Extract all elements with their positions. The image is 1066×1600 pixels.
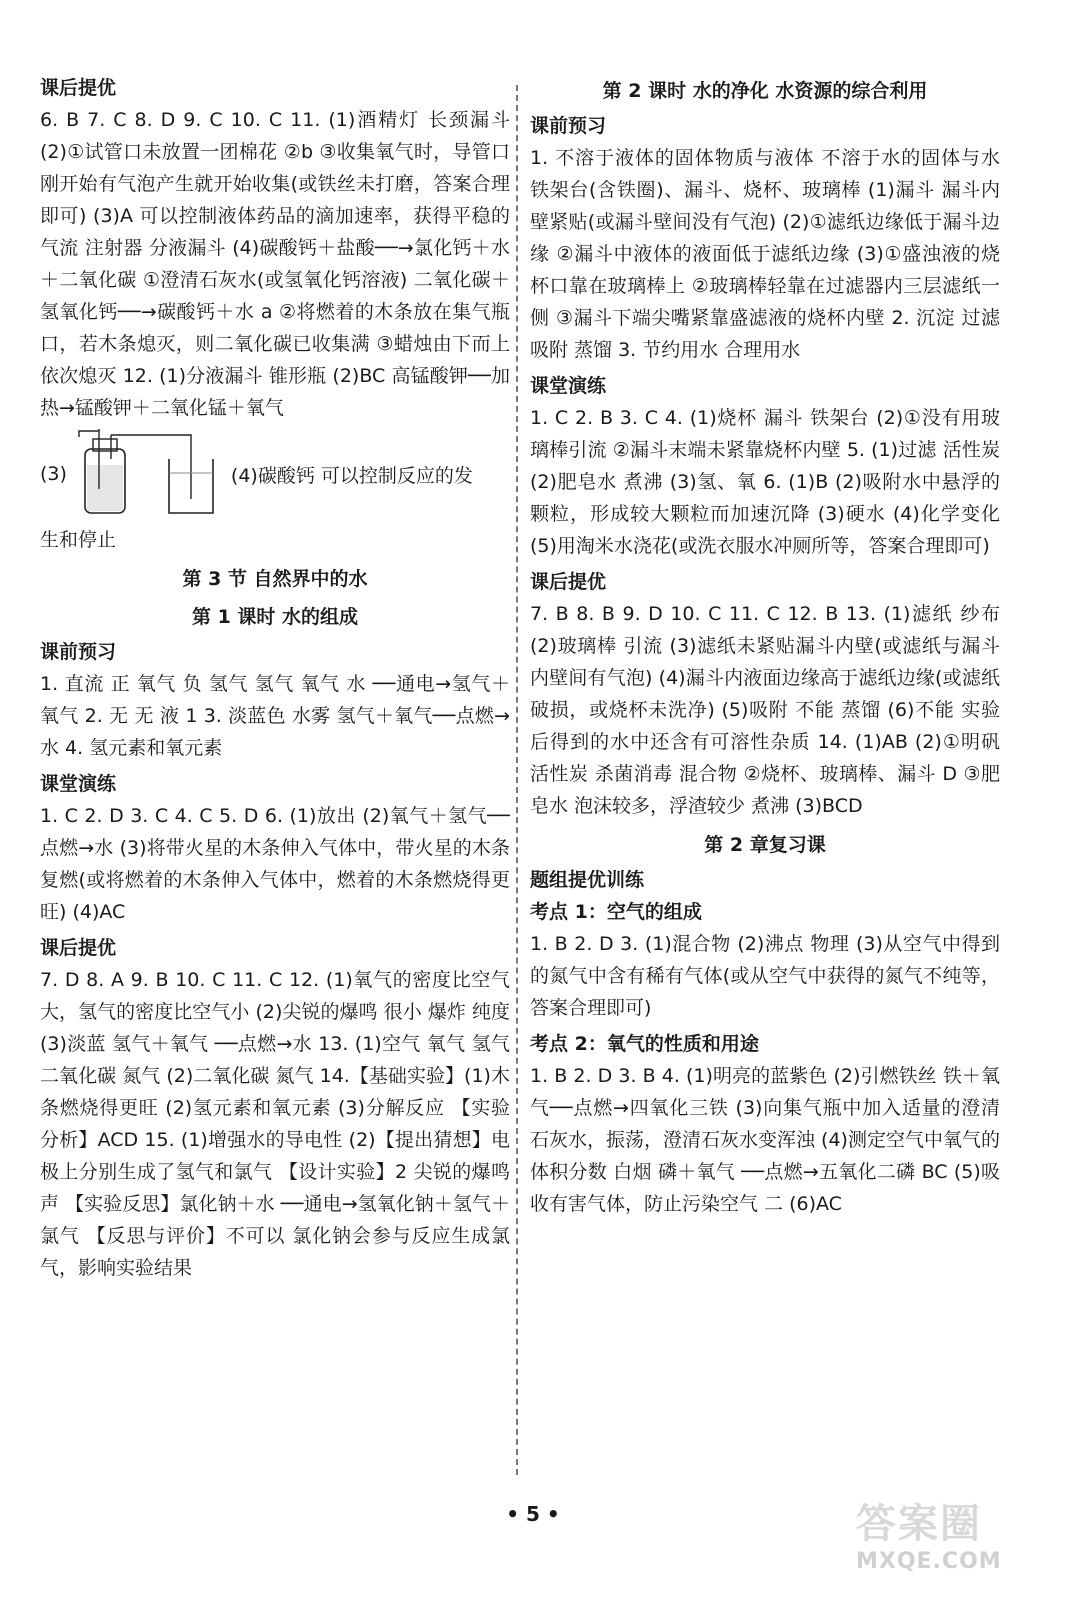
answer-text: 1. 直流 正 氧气 负 氢气 氢气 氧气 水 ──通电→氢气＋氧气 2. 无 无 液 1 3. 淡蓝色 水雾 氢气＋氧气──点燃→水 4. 氢元素和氧元素 xyxy=(40,673,510,759)
answer-text: 7. D 8. A 9. B 10. C 11. C 12. (1)氧气的密度比空气大，氢气的密度比空气小 (2)尖锐的爆鸣 很小 爆炸 纯度 (3)淡蓝 氢气＋氧气 ──点燃→水 13. (1)空气 氧气 氢气 二氧化碳 氮气 (2)二氧化碳 氮气 14.【基础实验】(1)木条燃烧得更旺 (2)氢元素和氧元素 (3)分解反应 【实验分析】ACD 15. (1)增强水的导电性 (2)【提出猜想】电极上分别生成了氢气和氯气 【设计实验】2 尖锐的爆鸣声 【实验反思】氯化钠＋水 ──通电→氢氧化钠＋氢气＋氯气 【反思与评价】不可以 氯化钠会参与反应生成氯气，影响实验结果 xyxy=(40,969,510,1279)
answer-text: 1. B 2. D 3. B 4. (1)明亮的蓝紫色 (2)引燃铁丝 铁＋氧气──点燃→四氧化三铁 (3)向集气瓶中加入适量的澄清石灰水，振荡，澄清石灰水变浑浊 (4)测定空气中氧气的体积分数 白烟 磷＋氧气 ──点燃→五氧化二磷 BC (5)吸收有害气体，防止污染空气 二 (6)AC xyxy=(530,1065,1000,1215)
section-heading: 课前预习 xyxy=(530,115,607,137)
figure-side-text: (4)碳酸钙 可以控制反应的发 xyxy=(230,464,473,487)
section-heading: 课堂演练 xyxy=(40,773,117,795)
apparatus-row xyxy=(40,424,510,524)
right-column xyxy=(530,72,1000,1220)
section-heading: 课前预习 xyxy=(40,641,117,663)
answer-text: 生和停止 xyxy=(40,529,117,551)
answer-text: 6. B 7. C 8. D 9. C 10. C 11. (1)酒精灯 长颈漏斗 (2)①试管口未放置一团棉花 ②b ③收集氧气时，导管口刚开始有气泡产生就开始收集(或铁丝未打磨，答案合理即可) (3)A 可以控制液体药品的滴加速率，获得平稳的气流 注射器 分液漏斗 (4)碳酸钙＋盐酸──→氯化钙＋水＋二氧化碳 ①澄清石灰水(或氢氧化钙溶液) 二氧化碳＋氢氧化钙──→碳酸钙＋水 a ②将燃着的木条放在集气瓶口，若木条熄灭，则二氧化碳已收集满 ③蜡烛由下而上依次熄灭 12. (1)分液漏斗 锥形瓶 (2)BC 高锰酸钾──加热→锰酸钾＋二氧化锰＋氧气 xyxy=(40,109,510,419)
answer-text: 1. 不溶于液体的固体物质与液体 不溶于水的固体与水 铁架台(含铁圈)、漏斗、烧杯、玻璃棒 (1)漏斗 漏斗内壁紧贴(或漏斗壁间没有气泡) (2)①滤纸边缘低于漏斗边缘 ②漏斗中液体的液面低于滤纸边缘 (3)①盛浊液的烧杯口靠在玻璃棒上 ②玻璃棒轻靠在过滤器内三层滤纸一侧 ③漏斗下端尖嘴紧靠盛滤液的烧杯内壁 2. 沉淀 过滤 吸附 蒸馏 3. 节约用水 合理用水 xyxy=(530,147,1000,361)
watermark xyxy=(856,1492,1042,1578)
answer-text: 1. B 2. D 3. (1)混合物 (2)沸点 物理 (3)从空气中得到的氮气中含有稀有气体(或从空气中获得的氮气不纯等，答案合理即可) xyxy=(530,933,1000,1019)
lesson-title: 第 1 课时 水的组成 xyxy=(191,606,359,628)
left-column xyxy=(40,72,510,1284)
gas-collection-apparatus-figure xyxy=(71,429,221,519)
section-heading: 题组提优训练 xyxy=(530,869,645,891)
answer-text: 7. B 8. B 9. D 10. C 11. C 12. B 13. (1)滤纸 纱布 (2)玻璃棒 引流 (3)滤纸未紧贴漏斗内壁(或滤纸与漏斗内壁间有气泡) (4)漏斗内液面边缘高于滤纸边缘(或滤纸破损，或烧杯未洗净) (5)吸附 不能 蒸馏 (6)不能 实验后得到的水中还含有可溶性杂质 14. (1)AB (2)①明矾 活性炭 杀菌消毒 混合物 ②烧杯、玻璃棒、漏斗 D ③肥皂水 泡沫较多，浮渣较少 煮沸 (3)BCD xyxy=(530,603,1000,817)
watermark-url: MXQE.COM xyxy=(856,1549,1002,1574)
figure-label: (3) xyxy=(40,463,67,485)
watermark-logo: 答案圈 xyxy=(856,1501,982,1547)
section-heading: 课堂演练 xyxy=(530,375,607,397)
topic-heading: 考点 1：空气的组成 xyxy=(530,901,702,923)
section-heading: 课后提优 xyxy=(40,77,117,99)
review-title: 第 2 章复习课 xyxy=(704,834,826,856)
section-title: 第 3 节 自然界中的水 xyxy=(182,568,368,590)
page-number: • 5 • xyxy=(506,1502,560,1526)
section-heading: 课后提优 xyxy=(40,937,117,959)
answer-text: 1. C 2. D 3. C 4. C 5. D 6. (1)放出 (2)氧气＋氢气──点燃→水 (3)将带火星的木条伸入气体中，带火星的木条复燃(或将燃着的木条伸入气体中，燃着的木条燃烧得更旺) (4)AC xyxy=(40,805,510,923)
lesson-title: 第 2 课时 水的净化 水资源的综合利用 xyxy=(602,80,928,102)
column-divider xyxy=(516,85,518,1475)
section-heading: 课后提优 xyxy=(530,571,607,593)
topic-heading: 考点 2：氧气的性质和用途 xyxy=(530,1033,759,1055)
answer-text: 1. C 2. B 3. C 4. (1)烧杯 漏斗 铁架台 (2)①没有用玻璃棒引流 ②漏斗末端未紧靠烧杯内壁 5. (1)过滤 活性炭 (2)肥皂水 煮沸 (3)氢、氧 6. (1)B (2)吸附水中悬浮的颗粒，形成较大颗粒而加速沉降 (3)硬水 (4)化学变化 (5)用淘米水浇花(或洗衣服水冲厕所等，答案合理即可) xyxy=(530,407,1000,557)
